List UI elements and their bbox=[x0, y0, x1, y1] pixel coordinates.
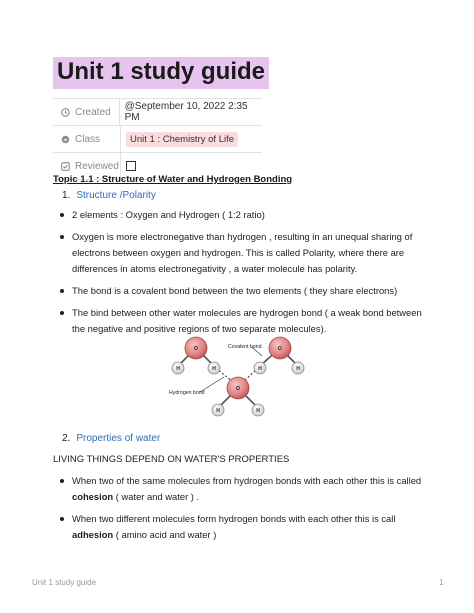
property-created bbox=[53, 98, 262, 125]
bullet-text: When two of the same molecules from hydrogen bonds with each other this is called bbox=[72, 475, 422, 486]
reviewed-checkbox[interactable] bbox=[126, 161, 136, 171]
hydrogen-label: H bbox=[258, 366, 262, 372]
list-item: Oxygen is more electronegative than hydrogen , resulting in an unequal sharing of electrons between oxygen and hydrogen. This is called Polarity, where there are differences in atoms electronegativity , a water molecule has polarity. bbox=[63, 229, 423, 277]
oxygen-label: O bbox=[278, 346, 282, 352]
property-class-label: Class bbox=[75, 133, 101, 145]
property-class bbox=[53, 125, 262, 152]
oxygen-label: O bbox=[236, 386, 240, 392]
list-item: The bind between other water molecules are hydrogen bond ( a weak bond between the negative and positive regions of two separate molecules). bbox=[63, 305, 423, 337]
hydrogen-label: H bbox=[296, 366, 300, 372]
hydrogen-label: H bbox=[256, 408, 260, 414]
section-title: Properties of water bbox=[76, 433, 161, 444]
term-adhesion: adhesion bbox=[72, 529, 114, 540]
hydrogen-bond-label: Hydrogen bond bbox=[169, 390, 205, 396]
class-tag[interactable]: Unit 1 : Chemistry of Life bbox=[126, 132, 238, 147]
oxygen-label: O bbox=[194, 346, 198, 352]
list-item bbox=[63, 511, 423, 543]
section-title: Structure /Polarity bbox=[76, 190, 156, 201]
structure-bullet-list bbox=[63, 207, 423, 343]
section-number: 2. bbox=[62, 433, 71, 444]
property-created-label: Created bbox=[75, 106, 111, 118]
properties-table bbox=[53, 98, 262, 180]
property-reviewed-label: Reviewed bbox=[75, 160, 119, 172]
clock-icon bbox=[61, 108, 70, 117]
term-cohesion: cohesion bbox=[72, 491, 114, 502]
properties-bullet-list bbox=[63, 473, 423, 549]
select-icon bbox=[61, 135, 70, 144]
hydrogen-label: H bbox=[212, 366, 216, 372]
section-heading-properties bbox=[62, 433, 160, 444]
bullet-text: ( water and water ) . bbox=[113, 491, 200, 502]
footer-title: Unit 1 study guide bbox=[32, 578, 97, 587]
water-molecule-diagram bbox=[160, 332, 310, 420]
living-things-heading: LIVING THINGS DEPEND ON WATER'S PROPERTIES bbox=[53, 454, 290, 465]
list-item: 2 elements : Oxygen and Hydrogen ( 1:2 ratio) bbox=[63, 207, 423, 223]
section-number: 1. bbox=[62, 190, 71, 201]
covalent-bond-label: Covalent bond bbox=[228, 344, 262, 350]
list-item bbox=[63, 473, 423, 505]
property-key bbox=[53, 99, 120, 125]
page-number: 1 bbox=[439, 578, 444, 587]
bullet-text: ( amino acid and water ) bbox=[113, 529, 217, 540]
checkbox-icon bbox=[61, 162, 70, 171]
property-key bbox=[53, 126, 121, 152]
hydrogen-label: H bbox=[176, 366, 180, 372]
hydrogen-label: H bbox=[216, 408, 220, 414]
property-created-value[interactable]: @September 10, 2022 2:35 PM bbox=[124, 101, 248, 123]
bullet-text: When two different molecules form hydrogen bonds with each other this is call bbox=[72, 513, 396, 524]
page-title: Unit 1 study guide bbox=[53, 57, 269, 89]
section-heading-structure bbox=[62, 190, 156, 201]
topic-heading: Topic 1.1 : Structure of Water and Hydrogen Bonding bbox=[53, 174, 293, 185]
list-item: The bond is a covalent bond between the two elements ( they share electrons) bbox=[63, 283, 423, 299]
